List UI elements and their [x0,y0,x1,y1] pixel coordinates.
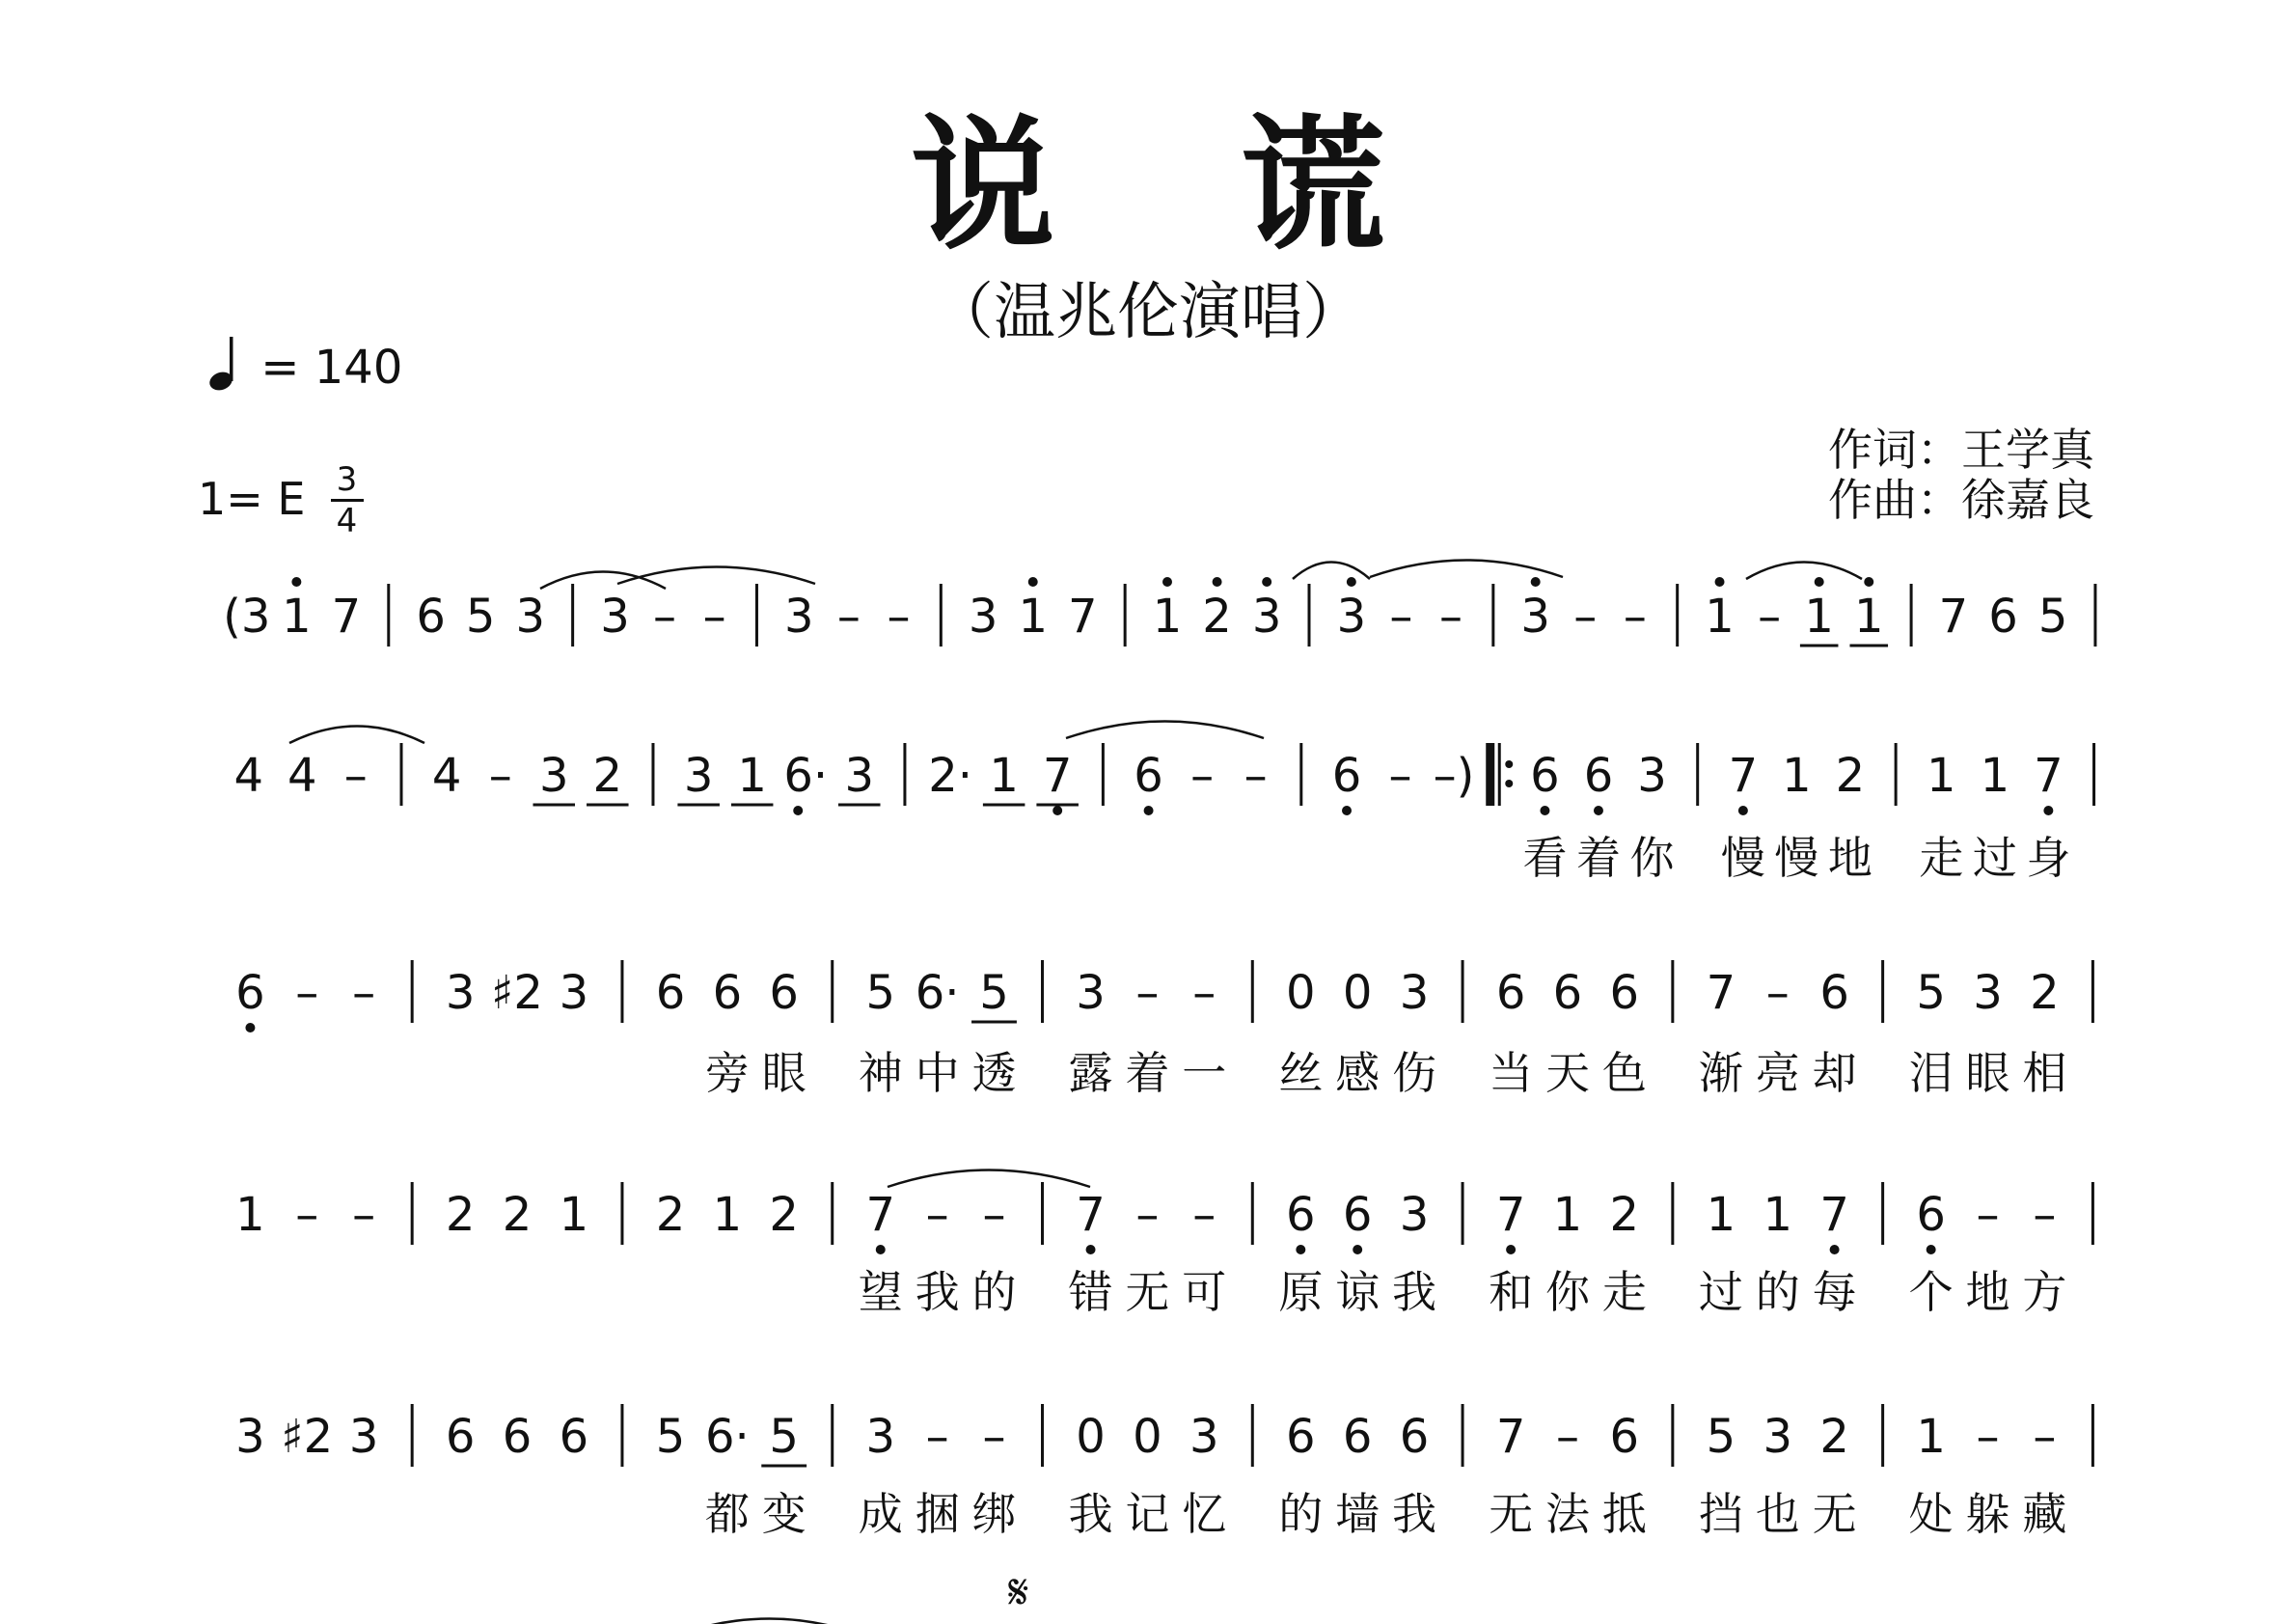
note: 5 [1916,966,1946,1020]
note: 5 [865,966,896,1020]
lyric: 变 [761,1488,806,1540]
note: 6 [1286,1188,1316,1242]
note: 7 [1495,1410,1526,1464]
note: –) [1433,749,1475,803]
note: 1 [1705,590,1735,644]
lyric: 方 [2022,1266,2067,1318]
note: 7 [1819,1188,1849,1242]
octave-dot-high [1715,577,1725,587]
octave-dot-high [291,577,301,587]
note: – [925,1410,949,1464]
note: 6 [1988,590,2018,644]
note: 4 [233,749,264,803]
note: 3 [445,966,476,1020]
note: 3 [683,749,714,803]
note: 6 [416,590,446,644]
lyric: 着 [1125,1047,1170,1099]
note: – [925,1188,949,1242]
lyric: 眼 [761,1047,806,1099]
lyric: 我 [1068,1488,1113,1540]
note: 1 [1552,1188,1583,1242]
octave-dot-high [1815,577,1824,587]
lyric: 无 [1489,1488,1534,1540]
octave-dot-low [1738,806,1748,815]
note: 3 [235,1410,265,1464]
note: 1 [989,749,1019,803]
note: 6 [1495,966,1526,1020]
note: 6 [445,1410,476,1464]
note: 7 [1495,1188,1526,1242]
note: 2 [445,1188,476,1242]
lyric: 透 [971,1047,1017,1099]
note: 6 [1286,1410,1316,1464]
note: 1 [1152,590,1183,644]
note: 3 [348,1410,379,1464]
octave-dot-low [793,806,803,815]
lyric: 地 [1827,832,1872,884]
octave-dot-low [1594,806,1603,815]
time-sig-bottom: 4 [336,502,358,540]
lyric: 和 [1489,1266,1534,1318]
lyric: 丝 [1278,1047,1324,1099]
note: 7 [1706,966,1736,1020]
lyric: 露 [1068,1047,1113,1099]
note: – [982,1188,1006,1242]
note: – [1976,1188,2000,1242]
note: 6 [1134,749,1163,803]
repeat-barline [1486,743,1494,806]
note: 3 [1251,590,1282,644]
lyric: 看 [1522,832,1568,884]
note: – [1135,1188,1160,1242]
lyric: 绑 [971,1488,1017,1540]
note: – [1244,749,1268,803]
note: 2· [928,749,973,803]
lyric: 相 [2022,1047,2067,1099]
note: – [1190,749,1215,803]
note: – [2033,1410,2057,1464]
lyric: 过 [1698,1266,1743,1318]
note: 6 [1609,1410,1640,1464]
octave-dot-low [1927,1245,1936,1254]
lyric: 可 [1182,1266,1227,1318]
lyric: 着 [1575,832,1621,884]
note: 3 [968,590,998,644]
octave-dot-low [1506,1245,1516,1254]
note: 0 [1342,966,1373,1020]
note: 5 [979,966,1009,1020]
lyric: 却 [1812,1047,1857,1099]
lyric: 无 [1125,1266,1170,1318]
note: – [887,590,911,644]
note: 3 [538,749,569,803]
note: 2 [1609,1188,1640,1242]
note: 3 [1520,590,1550,644]
note: 6 [1552,966,1583,1020]
octave-dot-low [245,1023,255,1032]
note: 6· [783,749,829,803]
note: 7 [331,590,362,644]
lyric: 走 [1601,1266,1647,1318]
octave-dot-low [1296,1245,1305,1254]
note: 3 [1399,966,1430,1020]
lyric: 记 [1125,1488,1170,1540]
octave-dot-high [1162,577,1172,587]
note: 6 [1342,1188,1373,1242]
time-sig-top: 3 [336,460,358,499]
note: 1 [1018,590,1049,644]
note: 7 [2034,749,2064,803]
note: 7 [1728,749,1759,803]
note: – [836,590,861,644]
note: 6 [769,966,799,1020]
note: 3 [515,590,546,644]
octave-dot-low [1540,806,1549,815]
note: 3 [559,966,589,1020]
note: 1 [1706,1188,1736,1242]
note: 6 [712,966,743,1020]
tie-slur [1066,722,1264,739]
note: – [1389,590,1413,644]
lyric: 的 [1755,1266,1800,1318]
lyric: 当 [1489,1047,1534,1099]
note: 1 [1804,590,1834,644]
lyric: 你 [1544,1266,1590,1318]
note: 0 [1286,966,1316,1020]
note: 6 [1583,749,1614,803]
tie-slur [675,1619,863,1624]
lyric: 躲 [1965,1488,2010,1540]
octave-dot-high [1213,577,1222,587]
repeat-dot [1505,760,1513,768]
note: 3 [784,590,814,644]
note: 5 [1706,1410,1736,1464]
note: 2 [655,1188,686,1242]
note: 1 [1927,749,1956,803]
note: 7 [1938,590,1969,644]
note: 2 [502,1188,533,1242]
lyric: 望 [858,1266,903,1318]
lyric: 的 [971,1266,1017,1318]
note: 5 [2037,590,2068,644]
note: – [1758,590,1782,644]
lyric: 也 [1755,1488,1800,1540]
note: 1 [1763,1188,1793,1242]
lyric: 错 [1068,1266,1113,1318]
note: – [2033,1188,2057,1242]
lyric: 过 [1972,832,2017,884]
song-title: 说 谎 [910,102,1454,270]
note: 3 [1973,966,2003,1020]
note: – [1623,590,1647,644]
note: 1 [282,590,312,644]
note: ♯2 [281,1410,334,1464]
note: 6 [1342,1410,1373,1464]
octave-dot-high [1531,577,1541,587]
note: 6 [1331,749,1362,803]
lyric: 谅 [1335,1266,1380,1318]
note: – [1555,1410,1579,1464]
lyric: 挡 [1698,1488,1743,1540]
composer: 作曲：徐嘉良 [1828,474,2094,526]
lyric: 个 [1908,1266,1954,1318]
note: 5 [465,590,496,644]
lyric: 都 [704,1488,750,1540]
lyric: 法 [1544,1488,1590,1540]
octave-dot-low [1144,806,1154,815]
tempo-value: = 140 [260,341,403,395]
note: 3 [1399,1188,1430,1242]
note: 4 [431,749,462,803]
note: – [653,590,677,644]
note: 7 [1042,749,1073,803]
tie-slur [289,727,424,744]
note: – [1765,966,1790,1020]
key-label: 1= E [198,473,306,525]
lyric: 原 [1278,1266,1324,1318]
octave-dot-high [1864,577,1873,587]
lyric: 慢 [1774,832,1819,884]
note: 1 [235,1188,265,1242]
octave-dot-low [1830,1245,1840,1254]
note: 3 [1637,749,1667,803]
note: 6 [502,1410,533,1464]
lyric: 旁 [704,1047,750,1099]
note: 3 [1336,590,1367,644]
note: 3 [865,1410,896,1464]
lyric: 处 [1908,1488,1954,1540]
lyric: 一 [1182,1047,1227,1099]
note: 5 [655,1410,686,1464]
note: – [488,749,512,803]
lyric: 眼 [1965,1047,2010,1099]
lyric: 地 [1965,1266,2010,1318]
tie-slur [1746,563,1862,580]
octave-dot-high [1028,577,1038,587]
segno-icon: 𝄋 [1008,1564,1029,1620]
lyric: 伤 [1392,1047,1437,1099]
lyric: 慢 [1720,832,1765,884]
note: – [1192,1188,1216,1242]
lyric: 抵 [1601,1488,1647,1540]
note: 6· [704,1410,750,1464]
lyric: 你 [1629,832,1675,884]
note: 1 [1980,749,2010,803]
lyric: 墙 [1335,1488,1380,1540]
note: 3 [1763,1410,1793,1464]
lyric: 泪 [1908,1047,1954,1099]
octave-dot-high [1262,577,1271,587]
note: 0 [1133,1410,1162,1464]
note: – [702,590,726,644]
tie-slur [888,1170,1090,1188]
lyricist: 作词：王学真 [1828,424,2094,476]
note: 7 [1068,590,1098,644]
lyric: 的 [1278,1488,1324,1540]
note: 0 [1076,1410,1106,1464]
octave-dot-low [1353,1245,1362,1254]
octave-dot-low [1342,806,1352,815]
lyric: 中 [915,1047,960,1099]
note: – [1573,590,1598,644]
note: 6 [1916,1188,1946,1242]
tie-slur [1293,563,1370,580]
note: 1 [737,749,767,803]
note: 6· [915,966,960,1020]
lyric: 色 [1601,1047,1647,1099]
note: 2 [592,749,623,803]
octave-dot-high [1347,577,1356,587]
lyric: 藏 [2022,1488,2067,1540]
note: 6 [1530,749,1560,803]
note: – [352,1188,376,1242]
note: – [1439,590,1462,644]
note: 4 [287,749,317,803]
note: 1 [1782,749,1812,803]
repeat-dot [1505,780,1513,787]
note: – [1976,1410,2000,1464]
lyric: 我 [915,1266,960,1318]
lyric: 亮 [1755,1047,1800,1099]
lyric: 成 [858,1488,903,1540]
note: 6 [235,966,265,1020]
note: 2 [769,1188,799,1242]
note: – [295,966,319,1020]
lyric: 神 [858,1047,903,1099]
note: – [343,749,368,803]
note: 1 [1916,1410,1946,1464]
note: – [982,1410,1006,1464]
note: 2 [2030,966,2060,1020]
note: 1 [712,1188,743,1242]
lyric: 无 [1812,1488,1857,1540]
note: – [1388,749,1412,803]
note: – [352,966,376,1020]
lyric: 每 [1812,1266,1857,1318]
note: 6 [655,966,686,1020]
note: – [295,1188,319,1242]
note: – [1135,966,1160,1020]
lyric: 感 [1335,1047,1380,1099]
note: 5 [769,1410,799,1464]
note: 1 [1853,590,1884,644]
note: (3 [223,590,271,644]
lyric: 我 [1392,1266,1437,1318]
note: 3 [844,749,875,803]
note: 6 [1399,1410,1430,1464]
note: 3 [1189,1410,1219,1464]
note: 6 [1609,966,1640,1020]
lyric: 身 [2026,832,2071,884]
note: 6 [559,1410,589,1464]
note: – [1192,966,1216,1020]
tie-slur [1370,561,1563,578]
note: 7 [865,1188,896,1242]
note: ♯2 [491,966,543,1020]
note: 7 [1076,1188,1106,1242]
octave-dot-low [1052,806,1062,815]
lyric: 渐 [1698,1047,1743,1099]
note: 1 [559,1188,589,1242]
note: 3 [1076,966,1106,1020]
octave-dot-low [2043,806,2053,815]
lyric: 天 [1544,1047,1590,1099]
lyric: 走 [1919,832,1964,884]
octave-dot-low [1086,1245,1096,1254]
octave-dot-low [876,1245,886,1254]
lyric: 我 [1392,1488,1437,1540]
lyric: 忆 [1182,1488,1227,1540]
song-subtitle: （温兆伦演唱） [932,277,1364,348]
note: 2 [1819,1410,1849,1464]
lyric: 捆 [915,1488,960,1540]
note: 2 [1202,590,1232,644]
note: 2 [1835,749,1866,803]
note: 6 [1819,966,1849,1020]
note: 3 [600,590,630,644]
